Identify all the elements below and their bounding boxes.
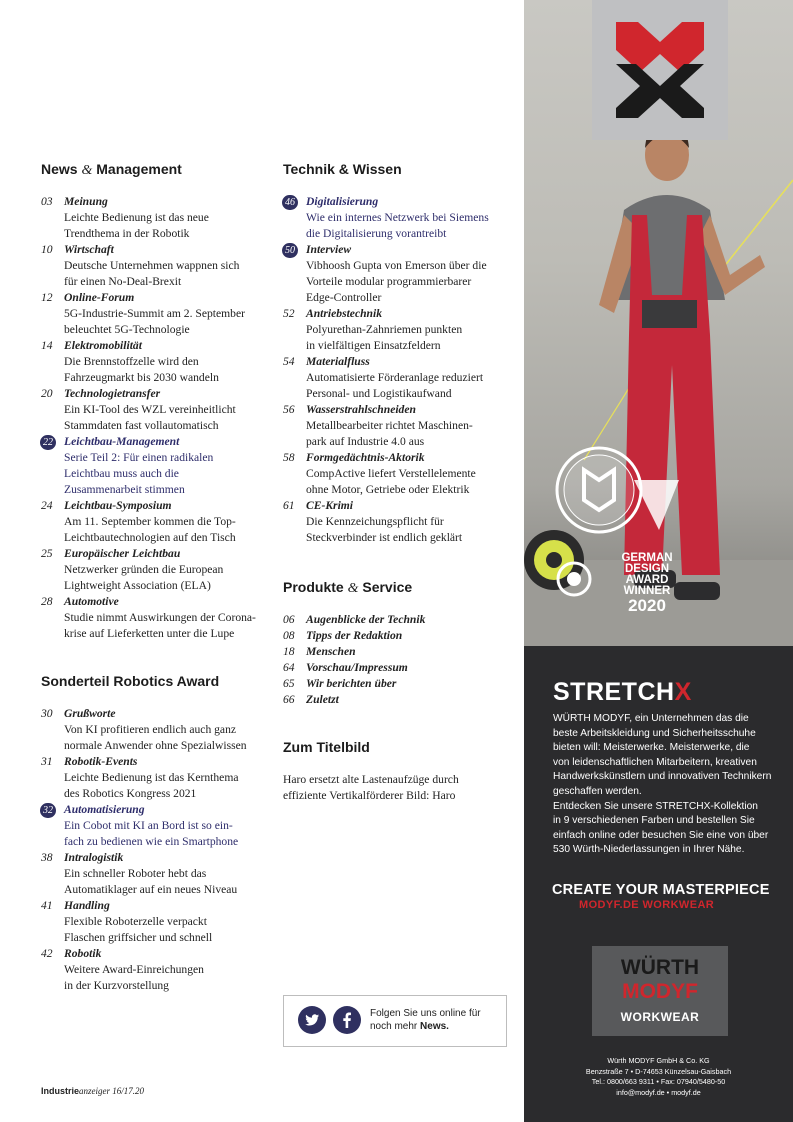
page-number: 08 — [283, 629, 295, 642]
entry-category: Menschen — [306, 645, 356, 658]
social-follow-box — [283, 995, 507, 1047]
entry-category: Leichtbau-Management — [64, 435, 180, 448]
toc-entry — [283, 676, 513, 692]
page-number: 56 — [283, 403, 295, 416]
toc-entry — [41, 194, 266, 242]
entry-description: Flexible Roboterzelle verpackt Flaschen griffsicher und schnell — [64, 915, 213, 944]
page-number: 25 — [41, 547, 53, 560]
advertisement — [524, 0, 793, 1122]
entry-description: 5G-Industrie-Summit am 2. September beleuchtet 5G-Technologie — [64, 307, 245, 336]
entry-description: Leichte Bedienung ist das neue Trendthema in der Robotik — [64, 211, 209, 240]
page-number: 65 — [283, 677, 295, 690]
toc-entry — [41, 498, 266, 546]
entry-description: Deutsche Unternehmen wappnen sich für einen No-Deal-Brexit — [64, 259, 240, 288]
entry-category: Technologietransfer — [64, 387, 161, 400]
page-number: 64 — [283, 661, 295, 674]
entry-category: CE-Krimi — [306, 499, 354, 512]
toc-entry — [41, 754, 266, 802]
ad-website-link[interactable]: MODYF.DE WORKWEAR — [579, 899, 715, 911]
entry-category: Intralogistik — [64, 851, 124, 864]
entry-description: Netzwerker gründen die European Lightweight Association (ELA) — [64, 563, 224, 592]
facebook-icon[interactable] — [333, 1006, 361, 1034]
toc-entry — [41, 338, 266, 386]
entry-description: Die Kennzeichungspflicht für Steckverbinder ist endlich geklärt — [306, 515, 463, 544]
design-award-badge: GERMAN DESIGN AWARD WINNER 2020 — [602, 553, 692, 614]
entry-category: Tipps der Redaktion — [306, 629, 403, 642]
entry-category: Wasserstrahlschneiden — [306, 403, 416, 416]
entry-category: Handling — [64, 899, 110, 912]
toc-column-left — [41, 160, 266, 994]
toc-entry — [283, 354, 513, 402]
entry-description: Ein Cobot mit KI an Bord ist so ein- fach zu bedienen wie ein Smartphone — [64, 819, 239, 848]
page-number: 28 — [41, 595, 53, 608]
titelbild-text: Haro ersetzt alte Lastenaufzüge durch effiziente Vertikalförderer Bild: Haro — [283, 773, 459, 802]
award-line: DESIGN — [624, 563, 670, 575]
entry-category: Wirtschaft — [64, 243, 114, 256]
entry-description: Vibhoosh Gupta von Emerson über die Vorteile modular programmierbarer Edge-Controller — [306, 259, 487, 304]
entry-category: Digitalisierung — [306, 195, 379, 208]
entry-category: Automatisierung — [64, 803, 145, 816]
toc-entry — [283, 402, 513, 450]
award-line: WINNER — [623, 585, 671, 597]
entry-category: Wir berichten über — [306, 677, 397, 690]
toc-column-middle — [283, 160, 513, 804]
technik-list — [283, 194, 513, 546]
modyf-logo-box — [592, 0, 728, 140]
entry-category: Automotive — [64, 595, 119, 608]
toc-entry — [283, 644, 513, 660]
page-number-badge: 50 — [282, 243, 298, 258]
toc-entry — [283, 498, 513, 546]
toc-entry — [41, 706, 266, 754]
entry-category: Online-Forum — [64, 291, 135, 304]
entry-description: Die Brennstoffzelle wird den Fahrzeugmarkt bis 2030 wandeln — [64, 355, 219, 384]
entry-category: Materialfluss — [306, 355, 370, 368]
entry-category: Elektromobilität — [64, 339, 142, 352]
toc-entry — [283, 450, 513, 498]
entry-description: Automatisierte Förderanlage reduziert Personal- und Logistikaufwand — [306, 371, 484, 400]
page-number: 31 — [41, 755, 53, 768]
toc-entry — [41, 594, 266, 642]
ad-photo-worker — [524, 0, 793, 646]
ad-headline: STRETCHX — [553, 678, 692, 706]
toc-entry — [283, 242, 513, 306]
toc-entry — [41, 850, 266, 898]
entry-description: Leichte Bedienung ist das Kernthema des Robotics Kongress 2021 — [64, 771, 239, 800]
page-number: 30 — [41, 707, 53, 720]
entry-category: Robotik — [64, 947, 102, 960]
section-title-produkte: Produkte & Service — [283, 579, 413, 596]
page-footer: Industrieanzeiger 16/17.20 — [41, 1086, 145, 1096]
twitter-icon[interactable] — [298, 1006, 326, 1034]
toc-entry — [283, 194, 513, 242]
page-number: 58 — [283, 451, 295, 464]
page-number: 38 — [41, 851, 53, 864]
entry-description: Studie nimmt Auswirkungen der Corona- krise auf Lieferketten unter die Lupe — [64, 611, 256, 640]
section-title-titelbild: Zum Titelbild — [283, 739, 370, 755]
page-number: 54 — [283, 355, 295, 368]
entry-category: Antriebstechnik — [306, 307, 383, 320]
toc-entry — [283, 612, 513, 628]
wurth-modyf-logo: WÜRTH MODYF WORKWEAR — [592, 946, 728, 1036]
page-number: 06 — [283, 613, 295, 626]
entry-category: Vorschau/Impressum — [306, 661, 408, 674]
page-number-badge: 32 — [40, 803, 56, 818]
entry-category: Grußworte — [64, 707, 116, 720]
entry-category: Meinung — [64, 195, 108, 208]
entry-category: Zuletzt — [306, 693, 339, 706]
entry-description: Von KI profitieren endlich auch ganz normale Anwender ohne Spezialwissen — [64, 723, 247, 752]
entry-category: Interview — [306, 243, 352, 256]
page-number: 18 — [283, 645, 295, 658]
toc-entry — [41, 946, 266, 994]
entry-description: Ein schneller Roboter hebt das Automatiklager auf ein neues Niveau — [64, 867, 238, 896]
page-number: 41 — [41, 899, 53, 912]
entry-description: Wie ein internes Netzwerk bei Siemens die Digitalisierung vorantreibt — [306, 211, 489, 240]
entry-description: Ein KI-Tool des WZL vereinheitlicht Stammdaten fast vollautomatisch — [64, 403, 236, 432]
page-number: 03 — [41, 195, 53, 208]
toc-entry — [41, 546, 266, 594]
page-number: 52 — [283, 307, 295, 320]
ad-copy: WÜRTH MODYF, ein Unternehmen das die beste Arbeitskleidung und Sicherheitsschuhe bieten will: Meisterwerke. Meisterwerke, die von leidenschaftlichen Mitarbeitern, kreativen Handwerkskünstlern und innovativen Technikern geschaffen werden. Entdecken Sie unsere STRETCHX-Kollektion in 9 verschiedenen Farben und bestellen Sie einfach online oder besuchen Sie eine von über 530 Würth-Niederlassungen in Ihrer Nähe. — [553, 713, 772, 856]
award-line: GERMAN — [621, 552, 673, 564]
entry-description: Weitere Award-Einreichungen in der Kurzvorstellung — [64, 963, 204, 992]
entry-description: Metallbearbeiter richtet Maschinen- park auf Industrie 4.0 aus — [306, 419, 473, 448]
page-number-badge: 22 — [40, 435, 56, 450]
entry-description: Polyurethan-Zahnriemen punkten in vielfältigen Einsatzfeldern — [306, 323, 463, 352]
entry-category: Leichtbau-Symposium — [64, 499, 172, 512]
ad-slogan: CREATE YOUR MASTERPIECE — [552, 882, 770, 898]
produkte-list — [283, 612, 513, 708]
entry-category: Augenblicke der Technik — [306, 613, 426, 626]
page-number: 10 — [41, 243, 53, 256]
entry-category: Europäischer Leichtbau — [64, 547, 181, 560]
page-number-badge: 46 — [282, 195, 298, 210]
award-line: AWARD — [625, 574, 669, 586]
toc-entry — [283, 660, 513, 676]
page-number: 12 — [41, 291, 53, 304]
follow-text: Folgen Sie uns online für noch mehr News. — [370, 1008, 481, 1032]
section-title-news: News & Management — [41, 161, 182, 178]
robotics-list — [41, 706, 266, 994]
entry-description: Am 11. September kommen die Top- Leichtbautechnologien auf den Tisch — [64, 515, 236, 544]
section-title-robotics: Sonderteil Robotics Award — [41, 673, 220, 689]
page-number: 20 — [41, 387, 53, 400]
page-number: 66 — [283, 693, 295, 706]
entry-category: Formgedächtnis-Aktorik — [306, 451, 425, 464]
toc-entry — [41, 242, 266, 290]
toc-entry — [283, 628, 513, 644]
news-list — [41, 194, 266, 642]
toc-entry — [41, 386, 266, 434]
entry-description: CompActive liefert Verstellelemente ohne Motor, Getriebe oder Elektrik — [306, 467, 476, 496]
page-number: 42 — [41, 947, 53, 960]
toc-entry — [41, 802, 266, 850]
entry-category: Robotik-Events — [64, 755, 138, 768]
modyf-x-logo-icon — [592, 0, 728, 140]
entry-description: Serie Teil 2: Für einen radikalen Leichtbau muss auch die Zusammenarbeit stimmen — [64, 451, 214, 496]
toc-entry — [283, 692, 513, 708]
toc-entry — [41, 898, 266, 946]
section-title-technik: Technik & Wissen — [283, 161, 402, 177]
toc-entry — [283, 306, 513, 354]
ad-imprint: Würth MODYF GmbH & Co. KG Benzstraße 7 • D-74653 Künzelsau-Gaisbach Tel.: 0800/663 9311 • Fax: 07940/5480-50 info@modyf.de • modyf.de — [585, 1056, 732, 1097]
toc-entry — [41, 290, 266, 338]
page-number: 14 — [41, 339, 53, 352]
toc-entry — [41, 434, 266, 498]
page-number: 61 — [283, 499, 295, 512]
page-number: 24 — [41, 499, 53, 512]
